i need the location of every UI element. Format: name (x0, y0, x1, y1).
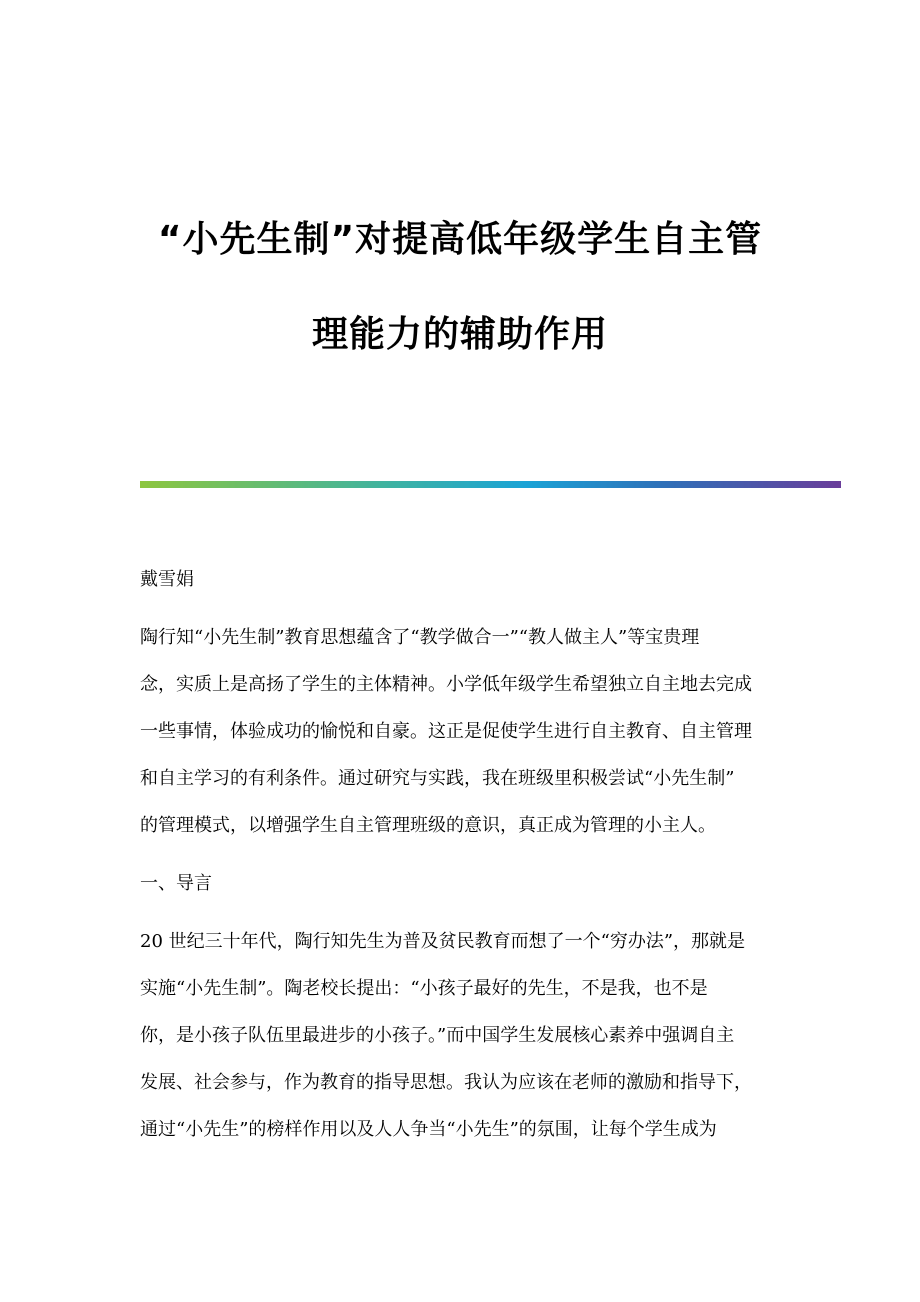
paragraph-line: 和自主学习的有利条件。通过研究与实践，我在班级里积极尝试“小先生制” (140, 768, 735, 789)
paragraph-line: 一些事情，体验成功的愉悦和自豪。这正是促使学生进行自主教育、自主管理 (140, 721, 752, 742)
paragraph-line: 20 世纪三十年代，陶行知先生为普及贫民教育而想了一个“穷办法”，那就是 (140, 931, 746, 952)
document-title-line-2: 理能力的辅助作用 (311, 314, 608, 355)
paragraph-introduction-body (140, 918, 780, 1153)
paragraph-line: 通过“小先生”的榜样作用以及人人争当“小先生”的氛围，让每个学生成为 (140, 1119, 717, 1140)
paragraph-line: 的管理模式，以增强学生自主管理班级的意识，真正成为管理的小主人。 (140, 815, 716, 836)
paragraph-intro (140, 614, 780, 849)
paragraph-line: 你，是小孩子队伍里最进步的小孩子。”而中国学生发展核心素养中强调自主 (140, 1025, 735, 1046)
author-name: 戴雪娟 (140, 569, 194, 590)
paragraph-line: 实施“小先生制”。陶老校长提出：“小孩子最好的先生，不是我，也不是 (140, 978, 708, 999)
paragraph-line: 发展、社会参与，作为教育的指导思想。我认为应该在老师的激励和指导下， (140, 1072, 752, 1093)
document-title-line-1: “小先生制”对提高低年级学生自主管 (157, 219, 763, 260)
gradient-divider (140, 481, 841, 488)
paragraph-line: 陶行知“小先生制”教育思想蕴含了“教学做合一”“教人做主人”等宝贵理 (140, 627, 700, 648)
section-heading: 一、导言 (140, 873, 212, 894)
paragraph-line: 念，实质上是高扬了学生的主体精神。小学低年级学生希望独立自主地去完成 (140, 674, 752, 695)
